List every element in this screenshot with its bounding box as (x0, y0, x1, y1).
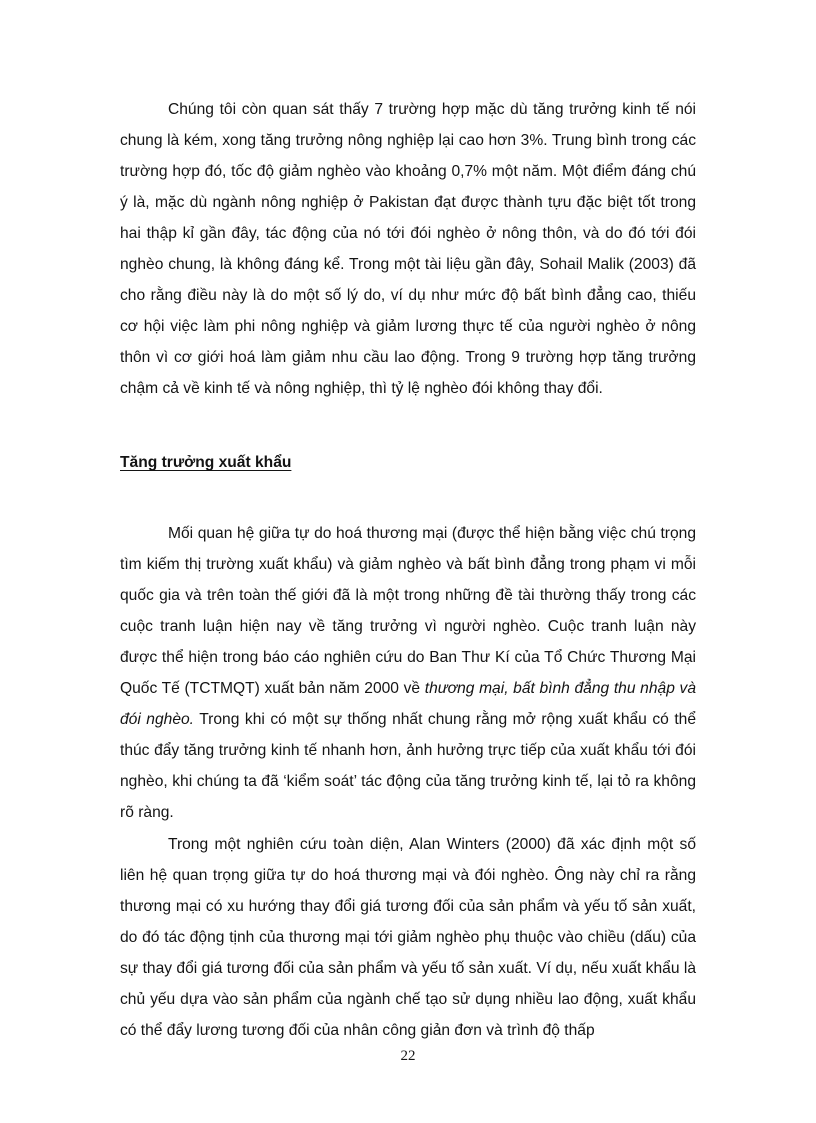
document-page (120, 94, 696, 1046)
paragraph-text: Trong khi có một sự thống nhất chung rằng mở rộng xuất khẩu có thể thúc đẩy tăng trưởng kinh tế nhanh hơn, ảnh hưởng trực tiếp của xuất khẩu tới đói nghèo, khi chúng ta đã ‘kiểm soát’ tác động của tăng trưởng kinh tế, lại tỏ ra không rõ ràng. (120, 711, 696, 821)
report-title-italic: thương mại, bất bình đẳng thu nhập và đói nghèo. (120, 680, 696, 728)
page-number: 22 (400, 1048, 416, 1064)
paragraph-agriculture-growth: Chúng tôi còn quan sát thấy 7 trường hợp mặc dù tăng trưởng kinh tế nói chung là kém, xong tăng trưởng nông nghiệp lại cao hơn 3%. Trung bình trong các trường hợp đó, tốc độ giảm nghèo vào khoảng 0,7% một năm. Một điểm đáng chú ý là, mặc dù ngành nông nghiệp ở Pakistan đạt được thành tựu đặc biệt tốt trong hai thập kỉ gần đây, tác động của nó tới đói nghèo ở nông thôn, và do đó tới đói nghèo chung, là không đáng kể. Trong một tài liệu gần đây, Sohail Malik (2003) đã cho rằng điều này là do một số lý do, ví dụ như mức độ bất bình đẳng cao, thiếu cơ hội việc làm phi nông nghiệp và giảm lương thực tế của người nghèo ở nông thôn vì cơ giới hoá làm giảm nhu cầu lao động. Trong 9 trường hợp tăng trưởng chậm cả về kinh tế và nông nghiệp, thì tỷ lệ nghèo đói không thay đổi. (120, 101, 696, 397)
paragraph-text: Mối quan hệ giữa tự do hoá thương mại (được thể hiện bằng việc chú trọng tìm kiếm thị trường xuất khẩu) và giảm nghèo và bất bình đẳng trong phạm vi mỗi quốc gia và trên toàn thế giới đã là một trong những đề tài thường thấy trong các cuộc tranh luận hiện nay về tăng trưởng vì người nghèo. Cuộc tranh luận này được thể hiện trong báo cáo nghiên cứu do Ban Thư Kí của Tổ Chức Thương Mại Quốc Tế (TCTMQT) xuất bản năm 2000 về (120, 525, 696, 697)
paragraph-winters-study: Trong một nghiên cứu toàn diện, Alan Winters (2000) đã xác định một số liên hệ quan trọng giữa tự do hoá thương mại và đói nghèo. Ông này chỉ ra rằng thương mại có xu hướng thay đổi giá tương đối của sản phẩm và yếu tố sản xuất, do đó tác động tịnh của thương mại tới giảm nghèo phụ thuộc vào chiều (dấu) của sự thay đổi giá tương đối của sản phẩm và yếu tố sản xuất. Ví dụ, nếu xuất khẩu là chủ yếu dựa vào sản phẩm của ngành chế tạo sử dụng nhiều lao động, xuất khẩu có thể đẩy lương tương đối của nhân công giản đơn và trình độ thấp (120, 836, 696, 1039)
section-heading-export-growth: Tăng trưởng xuất khẩu (120, 454, 292, 471)
paragraph-trade-liberalization (120, 518, 696, 828)
